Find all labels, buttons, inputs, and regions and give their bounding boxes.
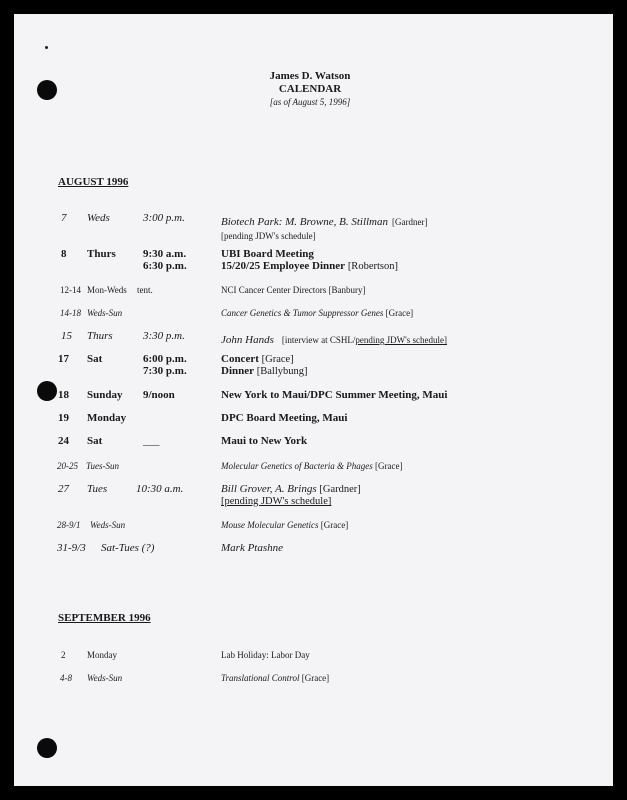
entry-details	[221, 673, 329, 683]
entry-event: John Hands	[221, 334, 274, 346]
entry-day: 12-14	[60, 285, 81, 295]
entry-tag: [Grace]	[385, 308, 414, 318]
entry-event: Translational Control	[221, 673, 300, 683]
entry-time: 3:30 p.m.	[143, 330, 185, 342]
entry-time: 3:00 p.m.	[143, 212, 185, 224]
entry-times	[143, 248, 187, 272]
entry-day: 17	[58, 353, 69, 365]
entry-event: Cancer Genetics & Tumor Suppressor Genes	[221, 308, 384, 318]
entry-weekday: Weds-Sun	[90, 520, 126, 530]
entry-tag: [Banbury]	[328, 285, 366, 295]
entry-note: [pending JDW's schedule]	[221, 496, 332, 507]
entry-tag: [interview at CSHL/	[281, 335, 356, 345]
entry-time: 9/noon	[143, 389, 175, 401]
entry-times	[143, 353, 187, 377]
entry-event: New York to Maui/DPC Summer Meeting, Maui	[221, 389, 448, 401]
entry-day: 28-9/1	[57, 520, 81, 530]
entry-event: Mouse Molecular Genetics	[221, 520, 319, 530]
entry-day: 8	[61, 248, 67, 260]
entry-details	[221, 483, 361, 507]
entry-tag: [Robertson]	[347, 261, 398, 272]
entry-day: 4-8	[60, 673, 72, 683]
entry-details	[221, 285, 365, 295]
entry-tag: [Grace]	[261, 354, 294, 365]
entry-tag: [Ballybung]	[256, 366, 308, 377]
entry-weekday: Sunday	[87, 389, 123, 401]
entry-tag: [Grace]	[374, 461, 403, 471]
month-heading-august: AUGUST 1996	[58, 176, 129, 188]
entry-tag: [Grace]	[320, 520, 349, 530]
entry-weekday: Tues	[87, 483, 108, 495]
entry-time: 10:30 a.m.	[136, 483, 184, 495]
entry-details	[221, 330, 447, 348]
entry-event: DPC Board Meeting, Maui	[221, 412, 348, 424]
entry-day: 27	[58, 483, 69, 495]
entry-weekday: Mon-Weds	[87, 285, 127, 295]
page-title: CALENDAR	[278, 83, 342, 95]
paper-speck	[45, 46, 48, 49]
entry-event: 15/20/25 Employee Dinner	[221, 260, 346, 272]
entry-weekday: Weds	[87, 212, 110, 224]
entry-weekday: Sat	[87, 435, 103, 447]
entry-event: Maui to New York	[221, 435, 308, 447]
entry-event: NCI Cancer Center Directors	[221, 285, 327, 295]
entry-weekday: Thurs	[87, 330, 113, 342]
entry-event: Dinner	[221, 365, 254, 377]
entry-details	[221, 461, 402, 471]
entry-day: 14-18	[60, 308, 81, 318]
entry-details	[221, 353, 308, 377]
entry-details	[221, 308, 413, 318]
entry-tag: [Gardner]	[392, 217, 428, 227]
punch-hole-middle	[37, 381, 57, 401]
entry-details	[221, 212, 428, 241]
entry-weekday: Weds-Sun	[87, 308, 123, 318]
entry-weekday: Tues-Sun	[86, 461, 120, 471]
entry-weekday: Weds-Sun	[87, 673, 123, 683]
entry-event: Biotech Park: M. Browne, B. Stillman	[221, 216, 389, 228]
entry-note: pending JDW's schedule]	[355, 335, 447, 345]
owner-name: James D. Watson	[269, 70, 351, 82]
entry-weekday: Monday	[87, 412, 127, 424]
as-of-date: [as of August 5, 1996]	[269, 97, 351, 107]
entry-day: 18	[58, 389, 69, 401]
entry-day: 24	[58, 435, 69, 447]
punch-hole-bottom	[37, 738, 57, 758]
entry-weekday: Sat	[87, 353, 103, 365]
entry-note: [pending JDW's schedule]	[221, 231, 316, 241]
entry-details	[221, 520, 348, 530]
entry-event: Lab Holiday: Labor Day	[221, 650, 310, 660]
entry-time: 9:30 a.m.	[143, 248, 187, 260]
entry-details	[221, 248, 398, 272]
entry-tentative: tent.	[137, 285, 153, 295]
entry-time: 6:30 p.m.	[143, 260, 187, 272]
entry-tag: [Grace]	[301, 673, 330, 683]
entry-tag: [Gardner]	[319, 484, 361, 495]
entry-event: Mark Ptashne	[221, 542, 284, 554]
entry-weekday: Sat-Tues (?)	[101, 542, 155, 554]
entry-day: 31-9/3	[57, 542, 86, 554]
entry-event: Bill Grover, A. Brings	[221, 483, 317, 495]
entry-day: 15	[61, 330, 72, 342]
month-heading-september: SEPTEMBER 1996	[58, 612, 151, 624]
entry-time-blank: ___	[143, 435, 160, 447]
entry-day: 2	[61, 650, 66, 660]
entry-time: 7:30 p.m.	[143, 365, 187, 377]
entry-time: 6:00 p.m.	[143, 353, 187, 365]
entry-day: 19	[58, 412, 69, 424]
entry-day: 20-25	[57, 461, 78, 471]
entry-weekday: Monday	[87, 650, 117, 660]
calendar-header	[0, 70, 620, 109]
entry-day: 7	[61, 212, 67, 224]
entry-event: UBI Board Meeting	[221, 248, 314, 260]
entry-event: Concert	[221, 353, 259, 365]
entry-event: Molecular Genetics of Bacteria & Phages	[221, 461, 373, 471]
entry-weekday: Thurs	[87, 248, 116, 260]
